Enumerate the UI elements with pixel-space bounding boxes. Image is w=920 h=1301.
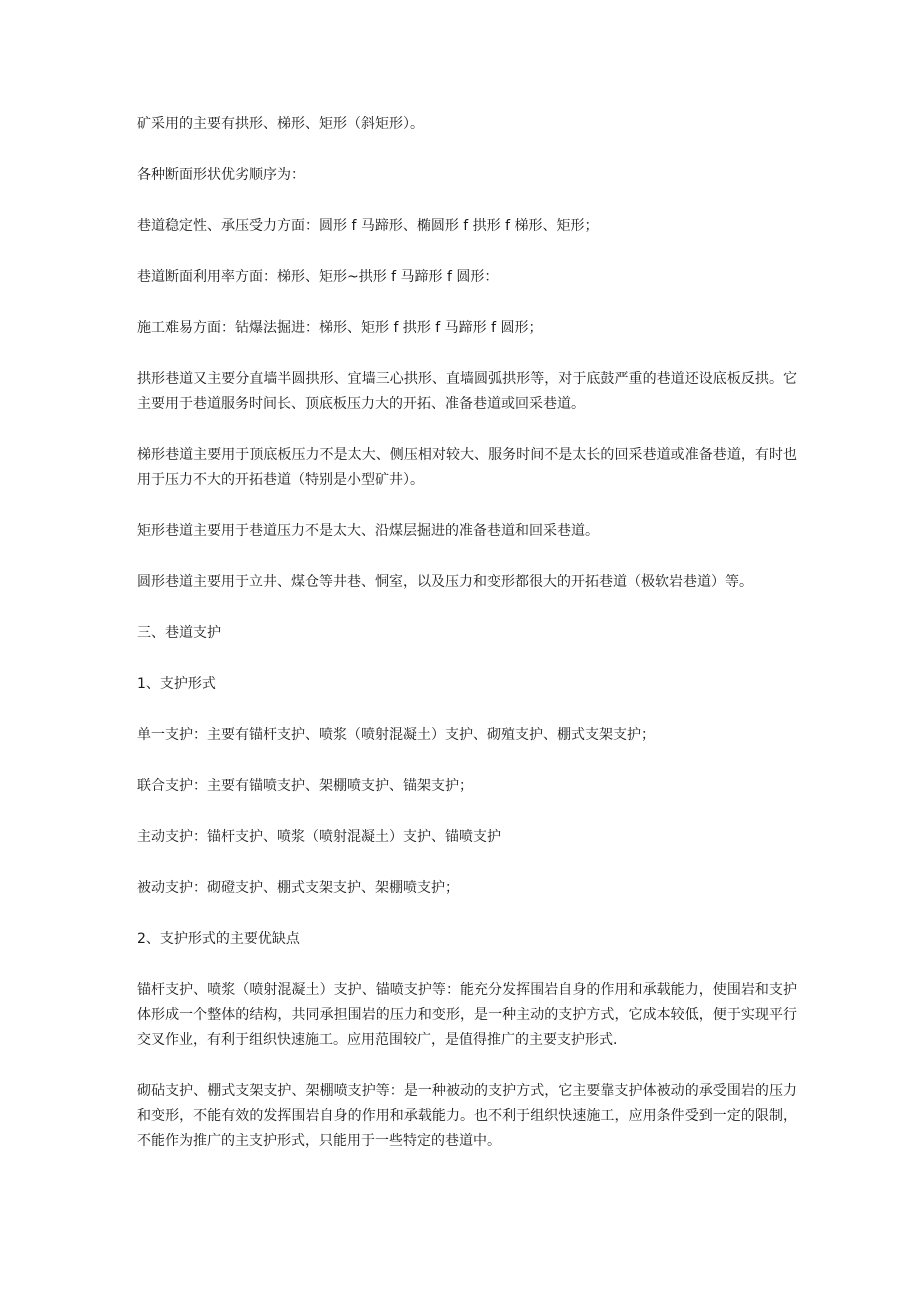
paragraph-arch-usage: 矿采用的主要有拱形、梯形、矩形（斜矩形）。: [137, 116, 424, 132]
section-heading-support: 三、巷道支护: [137, 625, 221, 641]
paragraph-stability-ranking: 巷道稳定性、承压受力方面：圆形 f 马蹄形、椭圆形 f 拱形 f 梯形、矩形；: [137, 218, 599, 234]
paragraph-active-support: 主动支护：锚杆支护、喷浆（喷射混凝土）支护、锚喷支护: [137, 829, 501, 845]
paragraph-rectangle-roadway: 矩形巷道主要用于巷道压力不是太大、沿煤层掘进的准备巷道和回采巷道。: [137, 523, 599, 539]
paragraph-circular-roadway: 圆形巷道主要用于立井、煤仓等井巷、恫室，以及压力和变形都很大的开拓巷道（极软岩巷道）等。: [137, 574, 753, 590]
paragraph-combined-support: 联合支护：主要有锚喷支护、架棚喷支护、锚架支护；: [137, 778, 473, 794]
paragraph-trapezoid-roadway: 梯形巷道主要用于顶底板压力不是太大、侧压相对较大、服务时间不是太长的回采巷道或准备巷道，有时也用于压力不大的开拓巷道（特别是小型矿井）。: [137, 447, 797, 488]
paragraph-construction-ranking: 施工难易方面：钻爆法掘进：梯形、矩形 f 拱形 f 马蹄形 f 圆形；: [137, 320, 543, 336]
paragraph-single-support: 单一支护：主要有锚杆支护、喷浆（喷射混凝土）支护、砌殖支护、棚式支架支护；: [137, 727, 655, 743]
subheading-pros-cons: 2、支护形式的主要优缺点: [137, 931, 300, 947]
paragraph-ranking-intro: 各种断面形状优劣顺序为：: [137, 167, 305, 183]
paragraph-utilization-ranking: 巷道断面利用率方面：梯形、矩形~拱形 f 马蹄形 f 圆形：: [137, 269, 499, 285]
paragraph-arch-roadway: 拱形巷道又主要分直墙半圆拱形、宜墙三心拱形、直墙圆弧拱形等，对于底鼓严重的巷道还设底板反拱。它主要用于巷道服务时间长、顶底板压力大的开拓、准备巷道或回采巷道。: [137, 371, 797, 412]
subheading-support-forms: 1、支护形式: [137, 676, 216, 692]
paragraph-bolt-support-pros: 锚杆支护、喷浆（喷射混凝土）支护、锚喷支护等：能充分发挥围岩自身的作用和承载能力，使围岩和支护体形成一个整体的结构，共同承担围岩的压力和变形，是一种主动的支护方式，它成本较低，便于实现平行交叉作业，有利于组织快速施工。应用范围较广，是值得推广的主要支护形式.: [137, 982, 797, 1048]
paragraph-passive-support: 被动支护：砌磴支护、棚式支架支护、架棚喷支护；: [137, 880, 459, 896]
document-body: [137, 112, 797, 1180]
paragraph-masonry-support-cons: 砌砧支护、棚式支架支护、架棚喷支护等：是一种被动的支护方式，它主要靠支护体被动的承受围岩的压力和变形，不能有效的发挥围岩自身的作用和承载能力。也不利于组织快速施工，应用条件受到一定的限制，不能作为推广的主支护形式，只能用于一些特定的巷道中。: [137, 1083, 797, 1149]
